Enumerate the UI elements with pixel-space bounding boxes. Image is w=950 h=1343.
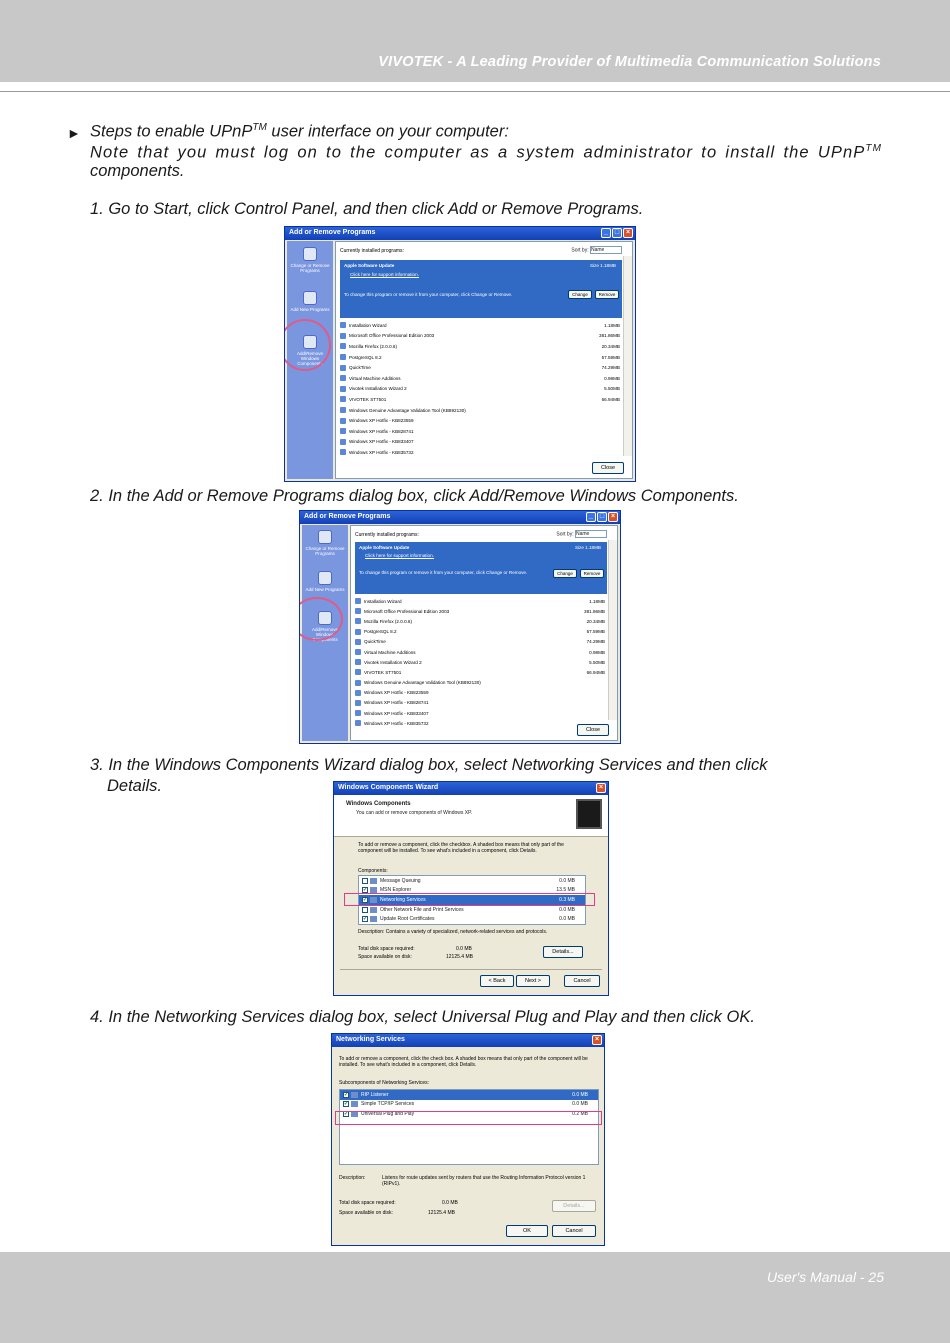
next-button[interactable]: Next > [516,975,550,987]
total-disk-label: Total disk space required: [339,1200,396,1206]
list-item[interactable]: Mozilla Firefox (2.0.0.6) 20.34MB [340,341,622,352]
program-icon [340,396,346,402]
list-item[interactable]: Windows Genuine Advantage Validation Tool (KB892130) [355,678,607,688]
list-item[interactable]: Windows XP Hotfix - KB835732 [340,447,622,458]
list-item[interactable]: Mozilla Firefox (2.0.0.6) 20.34MB [355,616,607,626]
program-icon [355,608,361,614]
selected-program-block[interactable] [340,260,622,318]
program-icon [355,720,361,726]
program-icon [340,322,346,328]
cancel-button[interactable]: Cancel [552,1225,596,1237]
step-2: 2. In the Add or Remove Programs dialog box, click Add/Remove Windows Components. [90,487,739,505]
list-item[interactable]: ✔ Universal Plug and Play 0.2 MB [344,1110,588,1117]
change-remove-icon [303,247,317,261]
wizard-title: Windows Components Wizard [338,784,439,791]
program-list [355,596,607,728]
header-title: VIVOTEK - A Leading Provider of Multimedia Communication Solutions [378,54,881,70]
selected-program-name: Apple Software Update [359,545,410,550]
note-line-1: Note that you must log on to the computer as a system administrator to install the UPnP [90,143,866,162]
arp-titlebar [285,227,635,240]
maximize-icon[interactable]: □ [597,512,607,522]
list-item[interactable]: Microsoft Office Professional Edition 2003 381.86MB [340,331,622,342]
list-item[interactable]: PostgreSQL 8.2 57.59MB [340,352,622,363]
wizard-screenshot [333,781,609,996]
selected-program-name: Apple Software Update [344,263,395,268]
checkbox[interactable] [362,878,368,884]
change-button[interactable]: Change [553,569,577,578]
program-icon [340,418,346,424]
remove-button[interactable]: Remove [580,569,604,578]
change-remove-icon [318,530,332,544]
program-icon [340,449,346,455]
list-item[interactable]: ✔ Simple TCP/IP Services 0.0 MB [344,1101,588,1108]
arp-screenshot-2 [299,510,621,744]
program-icon [355,598,361,604]
networking-services-screenshot [331,1033,605,1246]
program-icon [340,365,346,371]
details-button[interactable]: Details... [552,1200,596,1212]
program-icon [355,710,361,716]
add-new-icon [303,291,317,305]
change-hint: To change this program or remove it from your computer, click Change or Remove. [359,570,528,575]
checkbox[interactable]: ✔ [344,1110,349,1117]
page-header [0,0,950,82]
components-label: Components: [358,868,388,874]
close-button[interactable]: Close [577,724,609,736]
back-button[interactable]: < Back [480,975,514,987]
subcomponents-list [339,1089,599,1165]
program-icon [355,690,361,696]
add-new-icon [318,571,332,585]
wizard-instructions: To add or remove a component, click the checkbox. A shaded box means that only part of the component will be installed. To see what's included in a component, click Details. [358,842,564,855]
component-icon [351,1092,358,1098]
list-item[interactable]: Windows XP Hotfix - KB828741 [355,698,607,708]
checkbox[interactable]: ✔ [363,887,368,894]
list-item[interactable]: Virtual Machine Additions 0.98MB [340,373,622,384]
arp-main-panel [350,525,618,741]
list-item[interactable]: Windows XP Hotfix - KB835732 [355,718,607,728]
close-icon[interactable]: × [623,228,633,238]
sort-select[interactable]: Name [590,246,622,254]
checkbox[interactable]: ✔ [344,1101,349,1108]
support-link[interactable]: Click here for support information. [365,553,434,558]
checkbox[interactable]: ✔ [344,1091,349,1098]
netsvc-description: Listens for route updates sent by routers that use the Routing Information Protocol version 1 (RIPv1). [382,1175,586,1188]
list-item[interactable]: Windows XP Hotfix - KB833407 [355,708,607,718]
program-icon [355,639,361,645]
page-number: User's Manual - 25 [766,1269,884,1285]
note-line-2: components. [90,162,185,180]
space-available-value: 12125.4 MB [428,1210,455,1216]
wizard-heading: Windows Components [346,801,411,807]
program-icon [355,680,361,686]
space-available-label: Space available on disk: [358,954,412,960]
intro-tail: user interface on your computer: [266,122,509,141]
installed-label: Currently installed programs: [340,248,404,254]
header-divider [0,91,950,92]
wizard-description: Description: Contains a variety of specialized, network-related services and protocols. [358,929,548,935]
total-disk-label: Total disk space required: [358,946,415,952]
component-icon [370,878,377,884]
installed-label: Currently installed programs: [355,532,419,538]
total-disk-value: 0.0 MB [456,946,472,952]
minimize-icon[interactable]: _ [586,512,596,522]
program-icon [340,343,346,349]
component-icon [370,916,377,922]
close-icon[interactable]: × [596,783,606,793]
list-item[interactable]: Vivotek Installation Wizard 2 5.50MB [340,384,622,395]
wizard-subheading: You can add or remove components of Windows XP. [356,810,473,816]
checkbox[interactable]: ✔ [363,896,368,903]
list-item[interactable]: VIVOTEK ST7501 66.94MB [340,394,622,405]
highlight-box [344,893,595,906]
netsvc-title: Networking Services [336,1036,405,1043]
sort-select[interactable]: Name [575,530,607,538]
sidebar-add-remove-windows-components[interactable]: Add/Remove Windows Components [305,611,345,642]
bullet-arrow-icon: ► [67,125,81,141]
program-icon [355,629,361,635]
sidebar-change-remove[interactable]: Change or Remove Programs [290,247,330,273]
list-item-selected[interactable]: ✔ RIP Listener 0.0 MB [340,1090,598,1100]
details-button[interactable]: Details... [543,946,583,958]
program-icon [355,659,361,665]
selected-size: Size 1.18MB [589,263,616,268]
list-item[interactable]: ✔ Update Root Certificates 0.0 MB [363,916,575,923]
wizard-header [334,795,608,837]
list-item-selected[interactable]: ✔ Networking Services 0.3 MB [359,895,585,905]
program-icon [340,333,346,339]
step-3-line-1: 3. In the Windows Components Wizard dialog box, select Networking Services and then click [90,756,768,774]
wizard-titlebar [334,782,608,795]
close-icon[interactable]: × [608,512,618,522]
list-item[interactable]: PostgreSQL 8.2 57.59MB [355,627,607,637]
list-item[interactable]: Microsoft Office Professional Edition 2003 381.86MB [355,606,607,616]
list-item[interactable]: QuickTime 74.29MB [340,362,622,373]
sort-by: Sort by: Name [556,530,607,538]
sidebar-add-new[interactable]: Add New Programs [305,571,345,592]
checkbox[interactable] [362,907,368,913]
highlight-box [335,1111,602,1125]
netsvc-instructions: To add or remove a component, click the check box. A shaded box means that only part of the component will be installed. To see what's included in a component, click Details. [339,1056,588,1069]
program-icon [355,700,361,706]
program-list [340,320,622,458]
maximize-icon[interactable]: □ [612,228,622,238]
step-4: 4. In the Networking Services dialog box, select Universal Plug and Play and then click OK. [90,1008,755,1026]
netsvc-description-label: Description: [339,1175,366,1181]
program-icon [355,649,361,655]
intro-text: Steps to enable UPnP [90,122,253,141]
cancel-button[interactable]: Cancel [564,975,600,987]
list-item[interactable]: VIVOTEK ST7501 66.94MB [355,667,607,677]
program-icon [340,428,346,434]
support-link[interactable]: Click here for support information. [350,272,419,277]
trademark: TM [252,122,267,133]
list-item[interactable]: Virtual Machine Additions 0.98MB [355,647,607,657]
space-available-label: Space available on disk: [339,1210,393,1216]
program-icon [340,375,346,381]
total-disk-value: 0.0 MB [442,1200,458,1206]
sort-by: Sort by: Name [571,246,622,254]
list-item[interactable]: QuickTime 74.29MB [355,637,607,647]
list-item[interactable]: Installation Wizard 1.18MB [340,320,622,331]
arp-main-panel [335,241,633,479]
list-item[interactable]: Windows XP Hotfix - KB823559 [340,415,622,426]
separator [340,969,602,970]
remove-button[interactable]: Remove [595,290,619,299]
component-icon [351,1101,358,1107]
list-scrollbar[interactable] [623,256,632,456]
ok-button[interactable]: OK [506,1225,548,1237]
arp-title: Add or Remove Programs [289,229,376,236]
sidebar-change-remove[interactable]: Change or Remove Programs [305,530,345,556]
page-footer [0,1252,950,1343]
program-icon [355,669,361,675]
change-hint: To change this program or remove it from your computer, click Change or Remove. [344,292,513,297]
sidebar-add-remove-windows-components[interactable]: Add/Remove Windows Components [290,335,330,366]
list-item[interactable]: Windows XP Hotfix - KB833407 [340,437,622,448]
program-icon [355,618,361,624]
wizard-logo-icon [576,799,602,829]
program-icon [340,407,346,413]
intro-line [90,122,509,142]
list-item[interactable]: Other Network File and Print Services 0.0 MB [359,905,585,915]
list-scrollbar[interactable] [608,540,617,720]
minimize-icon[interactable]: _ [601,228,611,238]
step-3-line-2: Details. [107,777,163,795]
selected-size: Size 1.18MB [574,545,601,550]
list-item[interactable]: Vivotek Installation Wizard 2 5.50MB [355,657,607,667]
program-icon [340,386,346,392]
arp-titlebar [300,511,620,524]
list-item[interactable]: Windows XP Hotfix - KB823559 [355,688,607,698]
netsvc-titlebar [332,1034,604,1047]
trademark-2: TM [865,143,882,154]
component-icon [370,907,377,913]
checkbox[interactable]: ✔ [363,916,368,923]
close-icon[interactable]: × [592,1035,602,1045]
list-item[interactable]: Message Queuing 0.0 MB [359,876,585,886]
sidebar-add-new[interactable]: Add New Programs [290,291,330,312]
admin-note [90,143,882,163]
list-item[interactable]: Windows Genuine Advantage Validation Tool (KB892130) [340,405,622,416]
list-item[interactable]: Installation Wizard 1.18MB [355,596,607,606]
change-button[interactable]: Change [568,290,592,299]
program-icon [340,354,346,360]
program-icon [340,439,346,445]
space-available-value: 12125.4 MB [446,954,473,960]
step-1: 1. Go to Start, click Control Panel, and then click Add or Remove Programs. [90,200,644,218]
list-item[interactable]: ✔ MSN Explorer 13.5 MB [363,887,575,894]
list-item[interactable]: Windows XP Hotfix - KB828741 [340,426,622,437]
selected-program-block[interactable] [355,542,607,594]
subcomponents-label: Subcomponents of Networking Services: [339,1080,430,1086]
close-button[interactable]: Close [592,462,624,474]
arp-screenshot-1 [284,226,636,482]
arp-title: Add or Remove Programs [304,513,391,520]
